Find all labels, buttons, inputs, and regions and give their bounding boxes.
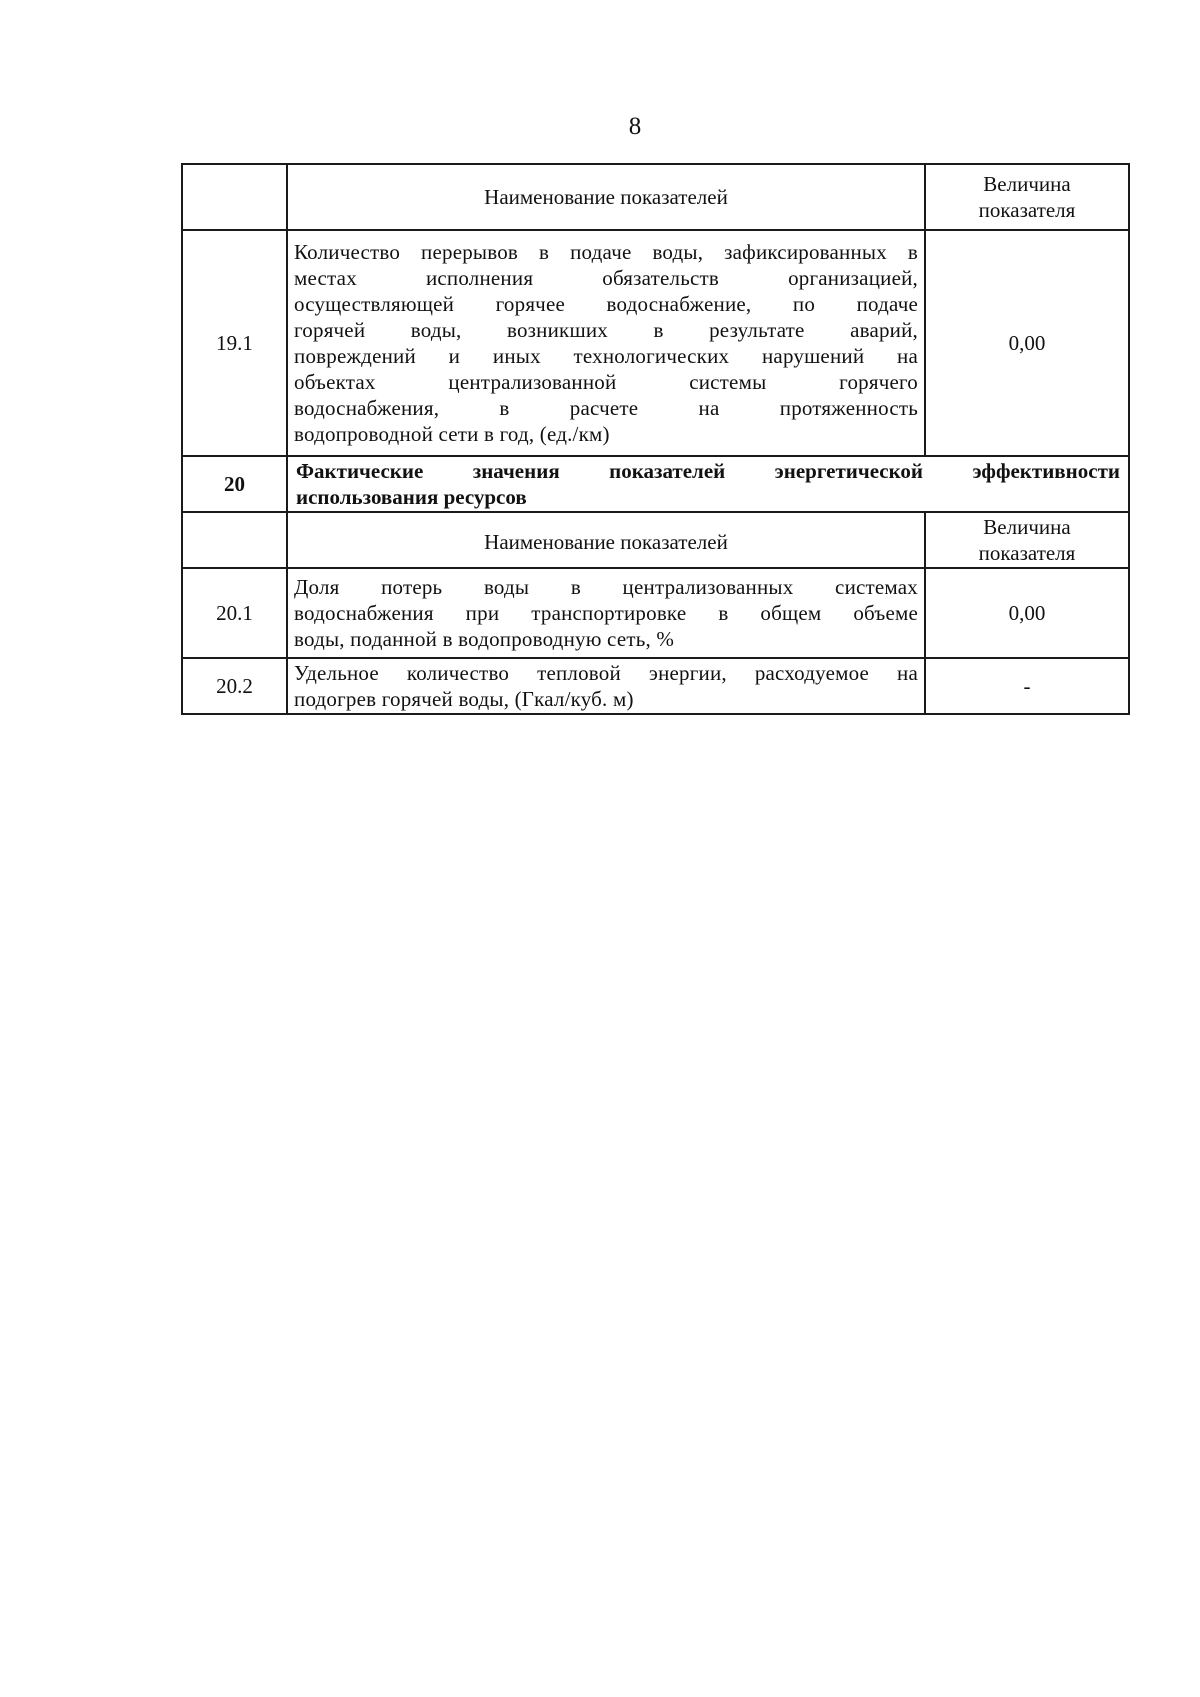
row-number: 20.2 [182, 658, 287, 714]
section-title-line-1: Фактические значения показателей энергетической эффективности [296, 459, 1120, 483]
row-description [287, 658, 925, 714]
table-header-row [182, 512, 1129, 568]
description-line: осуществляющей горячее водоснабжение, по подаче [294, 292, 918, 316]
section-row [182, 456, 1129, 512]
row-number: 20.1 [182, 568, 287, 658]
description-line: Удельное количество тепловой энергии, расходуемое на [294, 661, 918, 685]
row-description [287, 230, 925, 456]
header-number-cell [182, 512, 287, 568]
row-value: - [925, 658, 1129, 714]
description-line: горячей воды, возникших в результате аварий, [294, 318, 918, 342]
description-line: водоснабжения при транспортировке в общем объеме [294, 601, 918, 625]
section-title-line-2: использования ресурсов [296, 485, 527, 509]
section-title [287, 456, 1129, 512]
page-number: 8 [628, 113, 642, 140]
indicators-table [181, 163, 1130, 715]
row-description [287, 568, 925, 658]
table-row [182, 230, 1129, 456]
description-line: повреждений и иных технологических нарушений на [294, 344, 918, 368]
header-name-cell: Наименование показателей [287, 164, 925, 230]
header-name-cell: Наименование показателей [287, 512, 925, 568]
header-number-cell [182, 164, 287, 230]
header-value-line-2: показателя [978, 541, 1076, 565]
description-line: водопроводной сети в год, (ед./км) [294, 422, 610, 446]
description-line: подогрев горячей воды, (Гкал/куб. м) [294, 687, 634, 711]
row-value: 0,00 [925, 568, 1129, 658]
header-value-line-1: Величина [983, 515, 1071, 539]
row-value: 0,00 [925, 230, 1129, 456]
section-number: 20 [182, 456, 287, 512]
description-line: воды, поданной в водопроводную сеть, % [294, 627, 675, 651]
table-row [182, 568, 1129, 658]
header-value-line-1: Величина [983, 172, 1071, 196]
header-value-line-2: показателя [978, 198, 1076, 222]
description-line: местах исполнения обязательств организацией, [294, 266, 918, 290]
header-value-cell [925, 164, 1129, 230]
table-row [182, 658, 1129, 714]
description-line: Доля потерь воды в централизованных системах [294, 575, 918, 599]
description-line: Количество перерывов в подаче воды, зафиксированных в [294, 240, 918, 264]
description-line: объектах централизованной системы горячего [294, 370, 918, 394]
description-line: водоснабжения, в расчете на протяженность [294, 396, 918, 420]
header-value-cell [925, 512, 1129, 568]
row-number: 19.1 [182, 230, 287, 456]
table-header-row [182, 164, 1129, 230]
